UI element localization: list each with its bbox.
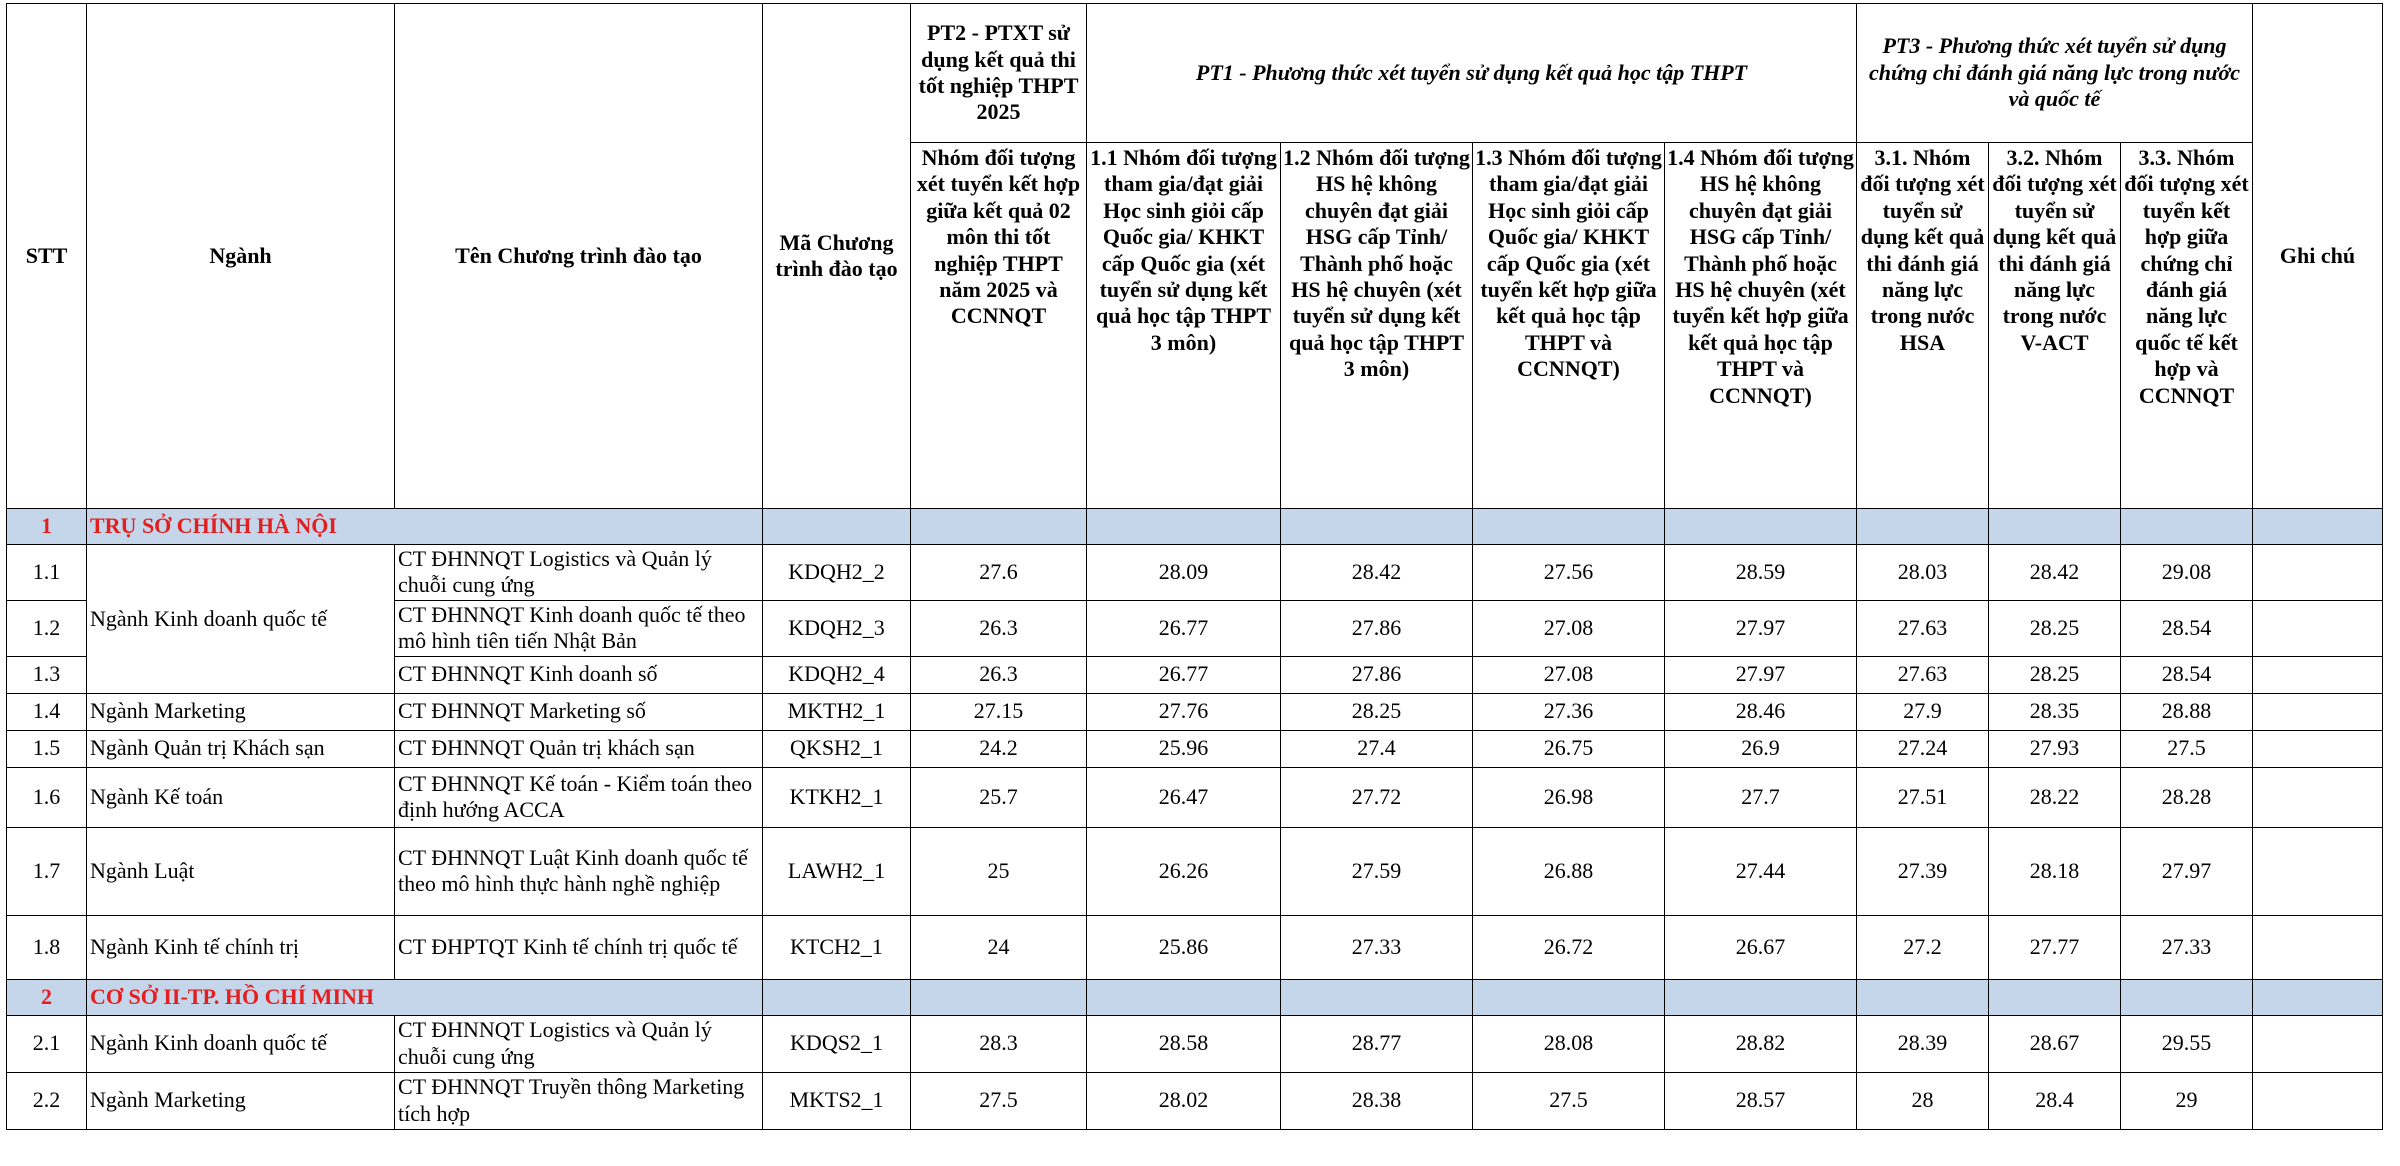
header-pt2: PT2 - PTXT sử dụng kết quả thi tốt nghiệp THPT 2025	[911, 4, 1087, 143]
row-ten: CT ĐHNNQT Kế toán - Kiểm toán theo định hướng ACCA	[395, 767, 763, 827]
score: 26.77	[1087, 656, 1281, 693]
score: 28.35	[1989, 693, 2121, 730]
section-name: CƠ SỞ II-TP. HỒ CHÍ MINH	[87, 979, 763, 1015]
score: 26.47	[1087, 767, 1281, 827]
row-ma: KTKH2_1	[763, 767, 911, 827]
header-ma-ct: Mã Chương trình đào tạo	[763, 4, 911, 509]
row-ma: KDQH2_3	[763, 600, 911, 656]
score: 27.59	[1281, 827, 1473, 915]
score: 25.96	[1087, 730, 1281, 767]
row-ma: QKSH2_1	[763, 730, 911, 767]
row-ma: KTCH2_1	[763, 915, 911, 979]
score: 29.55	[2121, 1015, 2253, 1072]
score: 29.08	[2121, 545, 2253, 601]
score: 27.4	[1281, 730, 1473, 767]
row-stt: 1.2	[7, 600, 87, 656]
score: 28.46	[1665, 693, 1857, 730]
table-row	[7, 693, 2383, 730]
score: 27.86	[1281, 656, 1473, 693]
score: 28.88	[2121, 693, 2253, 730]
row-stt: 1.1	[7, 545, 87, 601]
row-ten: CT ĐHNNQT Kinh doanh quốc tế theo mô hình tiên tiến Nhật Bản	[395, 600, 763, 656]
score: 28.22	[1989, 767, 2121, 827]
score: 26.9	[1665, 730, 1857, 767]
row-ghi-chu	[2253, 730, 2383, 767]
row-ten: CT ĐHNNQT Quản trị khách sạn	[395, 730, 763, 767]
score: 28.38	[1281, 1072, 1473, 1129]
score: 27.44	[1665, 827, 1857, 915]
row-stt: 1.6	[7, 767, 87, 827]
row-ma: KDQS2_1	[763, 1015, 911, 1072]
subheader-1-3: 1.3 Nhóm đối tượng tham gia/đạt giải Học sinh giỏi cấp Quốc gia/ KHKT cấp Quốc gia (xét tuyển kết hợp giữa kết quả học tập THPT và CCNNQT)	[1473, 143, 1665, 509]
table-row	[7, 1072, 2383, 1129]
score: 28.54	[2121, 600, 2253, 656]
row-ghi-chu	[2253, 693, 2383, 730]
score: 27.86	[1281, 600, 1473, 656]
score: 27.08	[1473, 656, 1665, 693]
row-nganh: Ngành Kinh doanh quốc tế	[87, 545, 395, 694]
row-ten: CT ĐHNNQT Kinh doanh số	[395, 656, 763, 693]
score: 28.54	[2121, 656, 2253, 693]
score: 27.2	[1857, 915, 1989, 979]
score: 28.3	[911, 1015, 1087, 1072]
score: 26.26	[1087, 827, 1281, 915]
header-nganh: Ngành	[87, 4, 395, 509]
score: 27.9	[1857, 693, 1989, 730]
score: 28.57	[1665, 1072, 1857, 1129]
score: 28.39	[1857, 1015, 1989, 1072]
row-nganh: Ngành Luật	[87, 827, 395, 915]
table-row	[7, 730, 2383, 767]
row-ma: KDQH2_2	[763, 545, 911, 601]
row-ten: CT ĐHPTQT Kinh tế chính trị quốc tế	[395, 915, 763, 979]
row-ghi-chu	[2253, 656, 2383, 693]
row-stt: 1.3	[7, 656, 87, 693]
score: 27.5	[911, 1072, 1087, 1129]
row-stt: 2.1	[7, 1015, 87, 1072]
score: 25.7	[911, 767, 1087, 827]
score: 27.51	[1857, 767, 1989, 827]
row-stt: 1.7	[7, 827, 87, 915]
score: 28	[1857, 1072, 1989, 1129]
section-stt: 1	[7, 509, 87, 545]
score: 27.36	[1473, 693, 1665, 730]
score: 27.33	[2121, 915, 2253, 979]
score: 28.4	[1989, 1072, 2121, 1129]
score: 26.88	[1473, 827, 1665, 915]
row-ten: CT ĐHNNQT Marketing số	[395, 693, 763, 730]
subheader-1-2: 1.2 Nhóm đối tượng HS hệ không chuyên đạt giải HSG cấp Tỉnh/ Thành phố hoặc HS hệ chuyên (xét tuyển sử dụng kết quả học tập THPT 3 môn)	[1281, 143, 1473, 509]
score: 26.3	[911, 600, 1087, 656]
score: 28.02	[1087, 1072, 1281, 1129]
row-ten: CT ĐHNNQT Logistics và Quản lý chuỗi cung ứng	[395, 545, 763, 601]
row-nganh: Ngành Marketing	[87, 1072, 395, 1129]
score: 27.63	[1857, 656, 1989, 693]
score: 26.98	[1473, 767, 1665, 827]
score: 24.2	[911, 730, 1087, 767]
row-ten: CT ĐHNNQT Truyền thông Marketing tích hợp	[395, 1072, 763, 1129]
score: 26.3	[911, 656, 1087, 693]
row-stt: 1.8	[7, 915, 87, 979]
row-ghi-chu	[2253, 915, 2383, 979]
header-pt1: PT1 - Phương thức xét tuyển sử dụng kết quả học tập THPT	[1087, 4, 1857, 143]
score: 27.63	[1857, 600, 1989, 656]
score: 28.25	[1989, 656, 2121, 693]
row-nganh: Ngành Kinh doanh quốc tế	[87, 1015, 395, 1072]
row-ghi-chu	[2253, 600, 2383, 656]
subheader-1-4: 1.4 Nhóm đối tượng HS hệ không chuyên đạt giải HSG cấp Tỉnh/ Thành phố hoặc HS hệ chuyên (xét tuyển kết hợp giữa kết quả học tập THPT và CCNNQT)	[1665, 143, 1857, 509]
section-name: TRỤ SỞ CHÍNH HÀ NỘI	[87, 509, 763, 545]
score: 27.6	[911, 545, 1087, 601]
score: 28.42	[1281, 545, 1473, 601]
section-stt: 2	[7, 979, 87, 1015]
row-ten: CT ĐHNNQT Luật Kinh doanh quốc tế theo mô hình thực hành nghề nghiệp	[395, 827, 763, 915]
score: 27.5	[2121, 730, 2253, 767]
score: 27.08	[1473, 600, 1665, 656]
score: 26.67	[1665, 915, 1857, 979]
subheader-3-2: 3.2. Nhóm đối tượng xét tuyển sử dụng kết quả thi đánh giá năng lực trong nước V-ACT	[1989, 143, 2121, 509]
score: 27.15	[911, 693, 1087, 730]
row-ghi-chu	[2253, 827, 2383, 915]
score: 28.25	[1989, 600, 2121, 656]
score: 27.7	[1665, 767, 1857, 827]
score: 27.39	[1857, 827, 1989, 915]
score: 28.77	[1281, 1015, 1473, 1072]
score: 28.59	[1665, 545, 1857, 601]
row-nganh: Ngành Quản trị Khách sạn	[87, 730, 395, 767]
row-nganh: Ngành Kế toán	[87, 767, 395, 827]
score: 28.18	[1989, 827, 2121, 915]
header-ten-ctdt: Tên Chương trình đào tạo	[395, 4, 763, 509]
subheader-1-1: 1.1 Nhóm đối tượng tham gia/đạt giải Học sinh giỏi cấp Quốc gia/ KHKT cấp Quốc gia (xét tuyển sử dụng kết quả học tập THPT 3 môn)	[1087, 143, 1281, 509]
table-row	[7, 827, 2383, 915]
score: 26.77	[1087, 600, 1281, 656]
score: 27.76	[1087, 693, 1281, 730]
table-row	[7, 1015, 2383, 1072]
score: 29	[2121, 1072, 2253, 1129]
row-ma: KDQH2_4	[763, 656, 911, 693]
row-ghi-chu	[2253, 545, 2383, 601]
score: 27.56	[1473, 545, 1665, 601]
row-ten: CT ĐHNNQT Logistics và Quản lý chuỗi cung ứng	[395, 1015, 763, 1072]
row-stt: 1.4	[7, 693, 87, 730]
score: 25.86	[1087, 915, 1281, 979]
row-nganh: Ngành Kinh tế chính trị	[87, 915, 395, 979]
score: 24	[911, 915, 1087, 979]
row-ma: MKTH2_1	[763, 693, 911, 730]
score: 27.72	[1281, 767, 1473, 827]
score: 28.82	[1665, 1015, 1857, 1072]
score: 28.28	[2121, 767, 2253, 827]
table-row	[7, 915, 2383, 979]
row-ma: LAWH2_1	[763, 827, 911, 915]
table-row	[7, 767, 2383, 827]
row-stt: 1.5	[7, 730, 87, 767]
score: 27.5	[1473, 1072, 1665, 1129]
subheader-3-3: 3.3. Nhóm đối tượng xét tuyển kết hợp giữa chứng chỉ đánh giá năng lực quốc tế kết hợp và CCNNQT	[2121, 143, 2253, 509]
score: 28.08	[1473, 1015, 1665, 1072]
score: 27.93	[1989, 730, 2121, 767]
header-pt3: PT3 - Phương thức xét tuyển sử dụng chứng chỉ đánh giá năng lực trong nước và quốc tế	[1857, 4, 2253, 143]
row-ghi-chu	[2253, 1072, 2383, 1129]
section-row	[7, 509, 2383, 545]
score: 28.58	[1087, 1015, 1281, 1072]
score: 27.77	[1989, 915, 2121, 979]
score: 25	[911, 827, 1087, 915]
score: 26.72	[1473, 915, 1665, 979]
row-ghi-chu	[2253, 767, 2383, 827]
score: 27.33	[1281, 915, 1473, 979]
score: 27.24	[1857, 730, 1989, 767]
row-ghi-chu	[2253, 1015, 2383, 1072]
row-nganh: Ngành Marketing	[87, 693, 395, 730]
score: 27.97	[1665, 656, 1857, 693]
score: 27.97	[2121, 827, 2253, 915]
score: 26.75	[1473, 730, 1665, 767]
subheader-3-1: 3.1. Nhóm đối tượng xét tuyển sử dụng kết quả thi đánh giá năng lực trong nước HSA	[1857, 143, 1989, 509]
score: 28.67	[1989, 1015, 2121, 1072]
score: 28.42	[1989, 545, 2121, 601]
row-ma: MKTS2_1	[763, 1072, 911, 1129]
score: 28.25	[1281, 693, 1473, 730]
score: 27.97	[1665, 600, 1857, 656]
row-stt: 2.2	[7, 1072, 87, 1129]
subheader-pt2-group: Nhóm đối tượng xét tuyển kết hợp giữa kết quả 02 môn thi tốt nghiệp THPT năm 2025 và CCNNQT	[911, 143, 1087, 509]
header-stt: STT	[7, 4, 87, 509]
score: 28.03	[1857, 545, 1989, 601]
admission-score-table	[6, 3, 2383, 1130]
score: 28.09	[1087, 545, 1281, 601]
header-ghi-chu: Ghi chú	[2253, 4, 2383, 509]
table-row	[7, 545, 2383, 601]
section-row	[7, 979, 2383, 1015]
